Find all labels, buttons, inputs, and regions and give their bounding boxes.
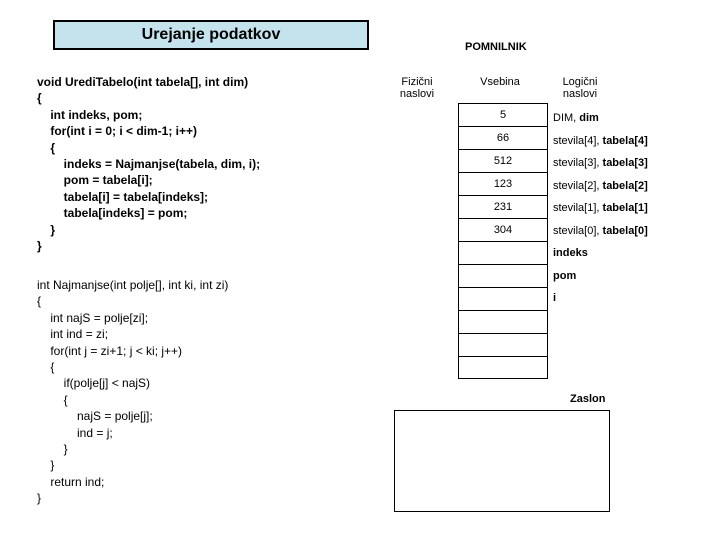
memory-cell [459, 334, 547, 357]
code2-line: return ind; [37, 474, 105, 489]
logical-label-bold: dim [579, 112, 599, 124]
logical-label-bold: indeks [553, 247, 588, 259]
logical-label-normal: stevila[4], [553, 134, 603, 147]
code2-line: int ind = zi; [37, 327, 109, 342]
code1-line: for(int i = 0; i < dim-1; i++) [37, 124, 198, 139]
logical-label-normal: DIM, [553, 112, 580, 124]
memory-cell: 123 [459, 173, 547, 196]
code1-line: int indeks, pom; [37, 107, 143, 122]
logical-label-bold: pom [553, 269, 577, 282]
memory-cell [459, 288, 547, 311]
memory-cell [459, 265, 547, 288]
code1-line: indeks = Najmanjse(tabela, dim, i); [37, 157, 261, 172]
code2-line: } [37, 491, 42, 506]
memory-cell: 512 [459, 150, 547, 173]
code1-line: void UrediTabelo(int tabela[], int dim) [37, 75, 249, 89]
header-logical-addresses: Logični naslovi [562, 76, 598, 100]
logical-address-label [553, 180, 648, 192]
code-block-najmanjse [37, 277, 228, 507]
logical-label-bold: tabela[4] [602, 134, 648, 147]
code2-line: ind = j; [37, 425, 113, 440]
code1-line: pom = tabela[i]; [37, 173, 153, 188]
logical-address-label [553, 135, 648, 147]
memory-cell [459, 311, 547, 334]
memory-cell: 5 [459, 104, 547, 127]
logical-label-bold: tabela[0] [602, 224, 648, 237]
screen-output-box [394, 410, 610, 512]
memory-cell [459, 242, 547, 265]
logical-label-normal: stevila[1], [553, 202, 603, 214]
code2-line: { [37, 392, 68, 407]
code1-line: } [37, 239, 42, 254]
code2-line: najS = polje[j]; [37, 409, 153, 424]
memory-cell: 231 [459, 196, 547, 219]
code1-line: { [37, 140, 56, 155]
logical-address-label [553, 157, 648, 169]
logical-address-label [553, 292, 556, 304]
logical-label-bold: i [553, 292, 557, 304]
code2-line: { [37, 294, 42, 309]
logical-address-label [553, 225, 648, 237]
logical-label-bold: tabela[2] [602, 179, 648, 192]
logical-label-bold: tabela[3] [602, 157, 648, 169]
memory-title: POMNILNIK [465, 41, 527, 53]
code1-line: tabela[indeks] = pom; [37, 206, 188, 221]
memory-table [458, 103, 548, 379]
header-content: Vsebina [480, 76, 520, 88]
code2-line: int Najmanjse(int polje[], int ki, int zi) [37, 278, 229, 292]
logical-label-normal: stevila[2], [553, 179, 603, 192]
code2-line: } [37, 442, 68, 457]
code1-line: } [37, 222, 56, 237]
code2-line: { [37, 360, 55, 375]
logical-address-label [553, 202, 648, 214]
memory-cell [459, 357, 547, 380]
logical-address-label [553, 270, 576, 282]
code2-line: } [37, 458, 55, 473]
code-block-uredi-tabelo [37, 74, 260, 254]
page-title: Urejanje podatkov [53, 20, 369, 50]
logical-address-label [553, 112, 599, 124]
memory-cell: 304 [459, 219, 547, 242]
logical-label-bold: tabela[1] [602, 202, 648, 214]
logical-label-normal: stevila[0], [553, 224, 603, 237]
logical-label-normal: stevila[3], [553, 157, 603, 169]
code2-line: if(polje[j] < najS) [37, 376, 151, 391]
code2-line: int najS = polje[zi]; [37, 310, 149, 325]
code1-line: { [37, 91, 42, 106]
code2-line: for(int j = zi+1; j < ki; j++) [37, 343, 183, 358]
logical-address-label [553, 247, 588, 259]
screen-label: Zaslon [570, 393, 606, 405]
memory-cell: 66 [459, 127, 547, 150]
code1-line: tabela[i] = tabela[indeks]; [37, 189, 209, 204]
header-physical-addresses: Fizični naslovi [399, 76, 435, 100]
